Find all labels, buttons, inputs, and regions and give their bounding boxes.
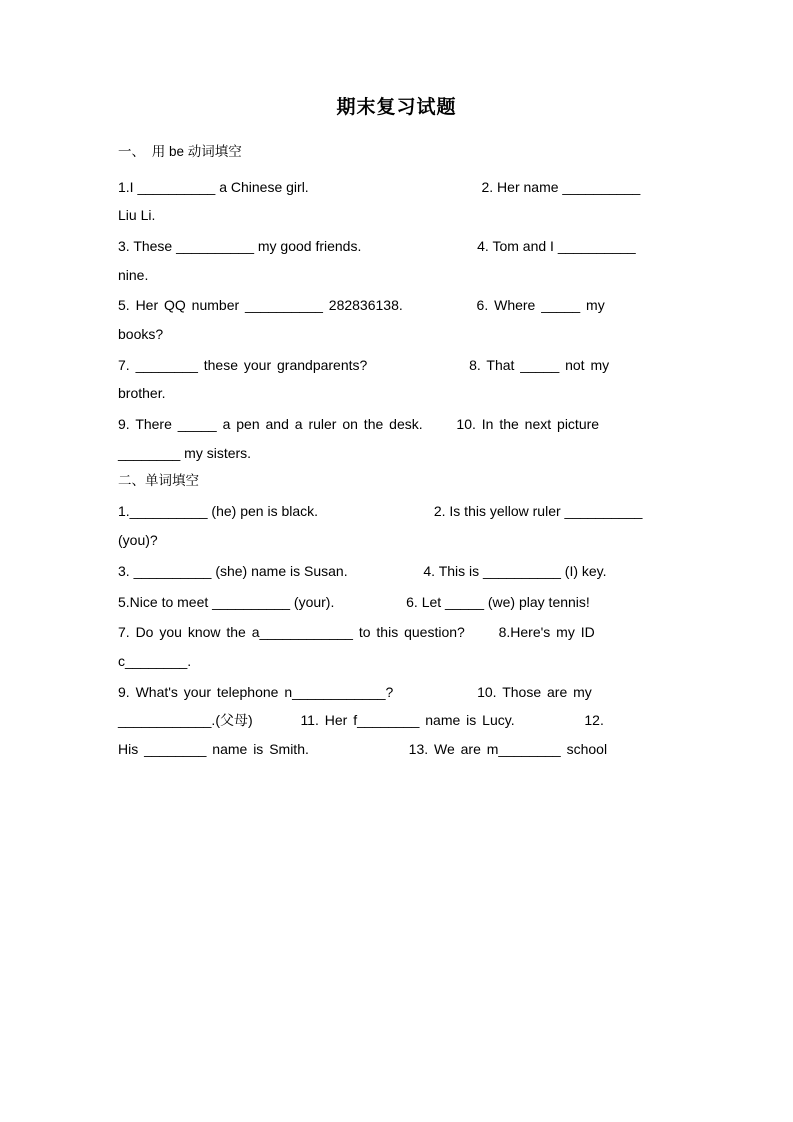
question-continuation: nine.	[118, 266, 149, 283]
question-2-12-continuation: His ________ name is Smith.	[118, 740, 309, 757]
question-group-1-4	[118, 351, 675, 408]
question-2-10-continuation: ____________.(父母)	[118, 712, 253, 729]
question-2-9: 9. What's your telephone n____________?	[118, 683, 394, 700]
question-2-10: 10. Those are my	[477, 683, 592, 700]
section-heading-1: 一、 用 be 动词填空	[118, 144, 242, 159]
question-continuation: brother.	[118, 385, 166, 402]
question-1-5: 5. Her QQ number __________ 282836138.	[118, 297, 403, 314]
question-1-6: 6. Where _____ my	[476, 297, 605, 314]
question-continuation: books?	[118, 326, 164, 343]
question-2-2: 2. Is this yellow ruler __________	[433, 503, 643, 520]
section-heading-2: 二、单词填空	[118, 473, 199, 489]
question-1-7: 7. ________ these your grandparents?	[118, 356, 368, 373]
question-row	[118, 618, 675, 647]
question-row	[118, 173, 675, 202]
question-1-1: 1.I __________ a Chinese girl.	[118, 178, 309, 195]
question-2-13: 13. We are m________ school	[408, 740, 608, 757]
question-row	[118, 351, 675, 380]
question-group-2-2	[118, 557, 675, 586]
question-continuation: c________.	[118, 652, 192, 669]
question-1-3: 3. These __________ my good friends.	[118, 237, 362, 254]
question-1-8: 8. That _____ not my	[469, 356, 610, 373]
question-row	[118, 588, 675, 617]
question-2-3: 3. __________ (she) name is Susan.	[118, 562, 348, 579]
question-1-9: 9. There _____ a pen and a ruler on the desk.	[118, 416, 423, 433]
question-row	[118, 735, 675, 764]
question-continuation: Liu Li.	[118, 207, 156, 224]
question-row	[118, 706, 675, 735]
document-content	[118, 92, 675, 766]
question-group-2-3	[118, 588, 675, 617]
question-2-4: 4. This is __________ (I) key.	[423, 562, 607, 579]
question-group-1-1	[118, 173, 675, 230]
question-row	[118, 410, 675, 439]
question-group-1-5	[118, 410, 675, 467]
question-1-10: 10. In the next picture	[456, 416, 600, 433]
question-group-1-3	[118, 291, 675, 348]
question-group-1-2	[118, 232, 675, 289]
question-2-12: 12.	[584, 712, 604, 729]
question-row	[118, 497, 675, 526]
question-continuation: (you)?	[118, 532, 158, 549]
question-1-4: 4. Tom and I __________	[477, 237, 636, 254]
question-group-2-1	[118, 497, 675, 554]
question-2-1: 1.__________ (he) pen is black.	[118, 503, 319, 520]
question-2-6: 6. Let _____ (we) play tennis!	[406, 593, 590, 610]
question-row	[118, 557, 675, 586]
page-title: 期末复习试题	[336, 97, 457, 118]
question-row	[118, 232, 675, 261]
question-1-2: 2. Her name __________	[481, 178, 641, 195]
question-2-7: 7. Do you know the a____________ to this question?	[118, 624, 465, 641]
question-2-5: 5.Nice to meet __________ (your).	[118, 593, 335, 610]
question-row	[118, 291, 675, 320]
question-group-2-4	[118, 618, 675, 675]
question-row	[118, 678, 675, 707]
question-group-2-5	[118, 678, 675, 764]
question-continuation: ________ my sisters.	[118, 444, 252, 461]
question-2-11: 11. Her f________ name is Lucy.	[300, 712, 515, 729]
question-2-8: 8.Here's my ID	[498, 624, 595, 641]
